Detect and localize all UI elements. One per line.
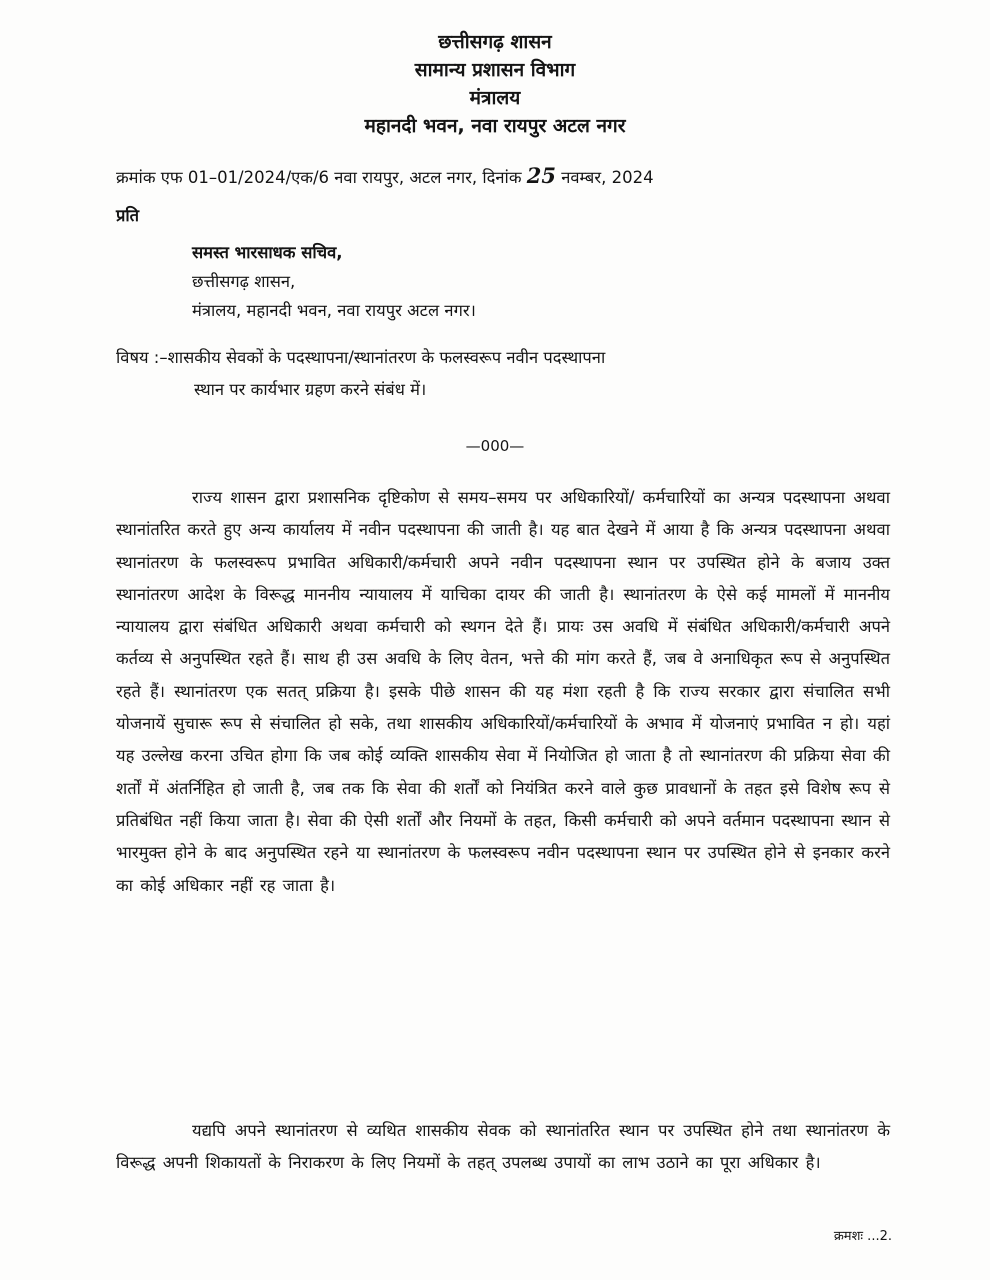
addressee-line-1: समस्त भारसाधक सचिव,: [192, 243, 343, 262]
addressee-block: [192, 238, 476, 325]
handwritten-date-day: 25: [526, 163, 556, 188]
subject-label: विषय :–: [116, 348, 168, 367]
header-address: महानदी भवन, नवा रायपुर अटल नगर: [364, 115, 626, 137]
body-paragraph-2: यद्यपि अपने स्थानांतरण से व्यथित शासकीय सेवक को स्थानांतरित स्थान पर उपस्थित होने तथा स्थानांतरण के विरूद्ध अपनी शिकायतों के निराकरण के लिए नियमों के तहत् उपलब्ध उपायों का लाभ उठाने का पूरा अधिकार है।: [116, 1121, 890, 1173]
reference-line: [116, 163, 886, 188]
subject-line-2: स्थान पर कार्यभार ग्रहण करने संबंध में।: [194, 380, 427, 399]
reference-suffix: नवम्बर, 2024: [555, 168, 654, 187]
continued-note: क्रमशः ...2.: [833, 1229, 892, 1244]
addressee-line-2: छत्तीसगढ़ शासन,: [192, 272, 296, 291]
section-divider: —000—: [465, 437, 525, 455]
subject-line-1: शासकीय सेवकों के पदस्थापना/स्थानांतरण के फलस्वरूप नवीन पदस्थापना: [167, 348, 606, 367]
header-department: सामान्य प्रशासन विभाग: [414, 59, 576, 81]
body-paragraph-1: राज्य शासन द्वारा प्रशासनिक दृष्टिकोण से समय–समय पर अधिकारियों/ कर्मचारियों का अन्यत्र पदस्थापना अथवा स्थानांतरित करते हुए अन्य कार्यालय में नवीन पदस्थापना की जाती है। यह बात देखने में आया है कि अन्यत्र पदस्थापना अथवा स्थानांतरण के फलस्वरूप प्रभावित अधिकारी/कर्मचारी अपने नवीन पदस्थापना स्थान पर उपस्थित होने के बजाय उक्त स्थानांतरण आदेश के विरूद्ध माननीय न्यायालय में याचिका दायर की जाती है। स्थानांतरण के ऐसे कई मामलों में माननीय न्यायालय द्वारा संबंधित अधिकारी अथवा कर्मचारी को स्थगन देते हैं। प्रायः उस अवधि में संबंधित अधिकारी/कर्मचारी अपने कर्तव्य से अनुपस्थित रहते हैं। साथ ही उस अवधि के लिए वेतन, भत्ते की मांग करते हैं, जब वे अनाधिकृत रूप से अनुपस्थित रहते हैं। स्थानांतरण एक सतत् प्रक्रिया है। इसके पीछे शासन की यह मंशा रहती है कि राज्य सरकार द्वारा संचालित सभी योजनायें सुचारू रूप से संचालित हो सके, तथा शासकीय अधिकारियों/कर्मचारियों के अभाव में योजनाएं प्रभावित न हो। यहां यह उल्लेख करना उचित होगा कि जब कोई व्यक्ति शासकीय सेवा में नियोजित हो जाता है तो स्थानांतरण की प्रक्रिया सेवा की शर्तों में अंतर्निहित हो जाती है, जब तक कि सेवा की शर्तों को नियंत्रित करने वाले कुछ प्रावधानों के तहत इसे विशेष रूप से प्रतिबंधित नहीं किया जाता है। सेवा की ऐसी शर्तों और नियमों के तहत, किसी कर्मचारी को अपने वर्तमान पदस्थापना स्थान से भारमुक्त होने के बाद अनुपस्थित रहने या स्थानांतरण के फलस्वरूप नवीन पदस्थापना स्थान पर उपस्थित होने से इनकार करने का कोई अधिकार नहीं रह जाता है।: [116, 488, 890, 895]
reference-prefix: क्रमांक एफ 01–01/2024/एक/6 नवा रायपुर, अटल नगर, दिनांक: [116, 168, 527, 187]
header-ministry: मंत्रालय: [469, 87, 521, 109]
subject-block: [116, 342, 886, 406]
header-government: छत्तीसगढ़ शासन: [438, 31, 552, 53]
prati-label: प्रति: [116, 206, 140, 225]
addressee-line-3: मंत्रालय, महानदी भवन, नवा रायपुर अटल नगर।: [192, 301, 476, 320]
